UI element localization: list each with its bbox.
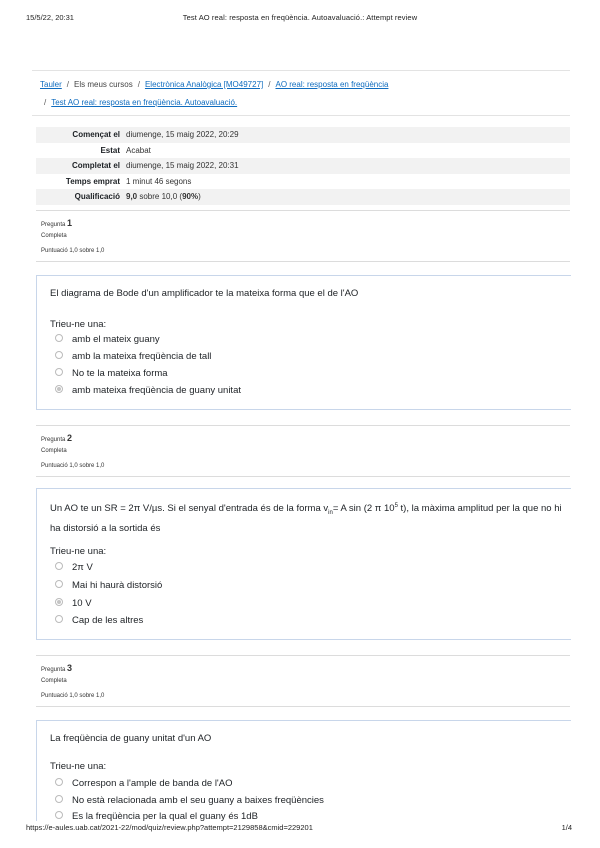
answer-option[interactable]: Mai hi haurà distorsió [55,578,162,594]
answer-option[interactable]: Es la freqüència per la qual el guany és 1dB [55,809,258,821]
radio-button[interactable] [55,368,63,376]
print-date: 15/5/22, 20:31 [26,13,74,22]
breadcrumb-dashboard-link[interactable]: Tauler [40,80,62,89]
question-state: Completa [41,233,67,239]
answer-prompt: Trieu-ne una: [50,761,107,772]
question-state: Completa [41,448,67,454]
print-page-number: 1/4 [561,823,572,832]
radio-button[interactable] [55,811,63,819]
answer-option[interactable]: 2π V [55,560,93,576]
answer-option[interactable]: amb la mateixa freqüència de tall [55,349,211,365]
answer-option-selected[interactable]: 10 V [55,596,92,612]
answer-option[interactable]: Cap de les altres [55,613,143,629]
summary-row-state: Estat Acabat [100,145,151,155]
answer-prompt: Trieu-ne una: [50,319,107,330]
question-grade: Puntuació 1,0 sobre 1,0 [41,693,105,699]
breadcrumb-section-link[interactable]: AO real: resposta en freqüència [275,80,389,89]
summary-row-started: Començat el diumenge, 15 maig 2022, 20:29 [36,127,570,143]
question-1-info [36,210,570,262]
radio-button[interactable] [55,334,63,342]
question-grade: Puntuació 1,0 sobre 1,0 [41,463,105,469]
question-text: Un AO te un SR = 2π V/µs. Si el senyal d'entrada és de la forma $v_{in}= A$ sin (2 π $10^5$ t), la màxima amplitud per la que no hi ha distorsió a la sortida és [50,503,562,535]
radio-button[interactable] [55,351,63,359]
question-number: Pregunta 3 [41,663,73,673]
summary-row-grade: Qualificació 9,0 sobre 10,0 (90%) [36,189,570,205]
radio-button[interactable] [55,778,63,786]
radio-button[interactable] [55,795,63,803]
radio-button-checked[interactable] [55,598,63,606]
question-2-info [36,425,570,477]
print-url: https://e-aules.uab.cat/2021-22/mod/quiz/review.php?attempt=2129858&cmid=229201 [26,823,313,832]
answer-option[interactable]: Correspon a l'ample de banda de l'AO [55,776,232,792]
radio-button[interactable] [55,615,63,623]
radio-button[interactable] [55,580,63,588]
answer-option[interactable]: No està relacionada amb el seu guany a baixes freqüències [55,793,324,809]
print-header [0,13,600,25]
breadcrumb-my-courses: Els meus cursos [74,80,133,89]
breadcrumb-quiz-link[interactable]: Test AO real: resposta en freqüència. Autoavaluació. [51,98,238,107]
print-title: Test AO real: resposta en freqüència. Autoavaluació.: Attempt review [182,13,418,22]
radio-button[interactable] [55,562,63,570]
answer-prompt: Trieu-ne una: [50,546,107,557]
question-state: Completa [41,678,67,684]
question-text: La freqüència de guany unitat d'un AO [50,733,212,744]
summary-row-completed: Completat el diumenge, 15 maig 2022, 20:31 [36,158,570,174]
question-grade: Puntuació 1,0 sobre 1,0 [41,248,105,254]
question-text: El diagrama de Bode d'un amplificador te la mateixa forma que el de l'AO [50,288,359,299]
question-number: Pregunta 2 [41,433,73,443]
answer-option-selected[interactable]: amb mateixa freqüència de guany unitat [55,383,241,399]
breadcrumb-course-link[interactable]: Electrònica Analògica [MO49727] [144,80,264,89]
radio-button-checked[interactable] [55,385,63,393]
question-1-content [36,275,571,410]
question-3-info [36,655,570,707]
question-3-content [36,720,571,821]
summary-row-time-taken: Temps emprat 1 minut 46 segons [65,176,192,186]
answer-option[interactable]: amb el mateix guany [55,332,160,348]
question-number: Pregunta 1 [41,218,73,228]
question-2-content [36,488,571,640]
answer-option[interactable]: No te la mateixa forma [55,366,168,382]
breadcrumb: Tauler / Els meus cursos / Electrònica Analògica [MO49727] / AO real: resposta en freqüència / Test AO real: resposta en freqüència. Autoavaluació. [32,70,570,116]
attempt-summary-table [36,127,570,205]
